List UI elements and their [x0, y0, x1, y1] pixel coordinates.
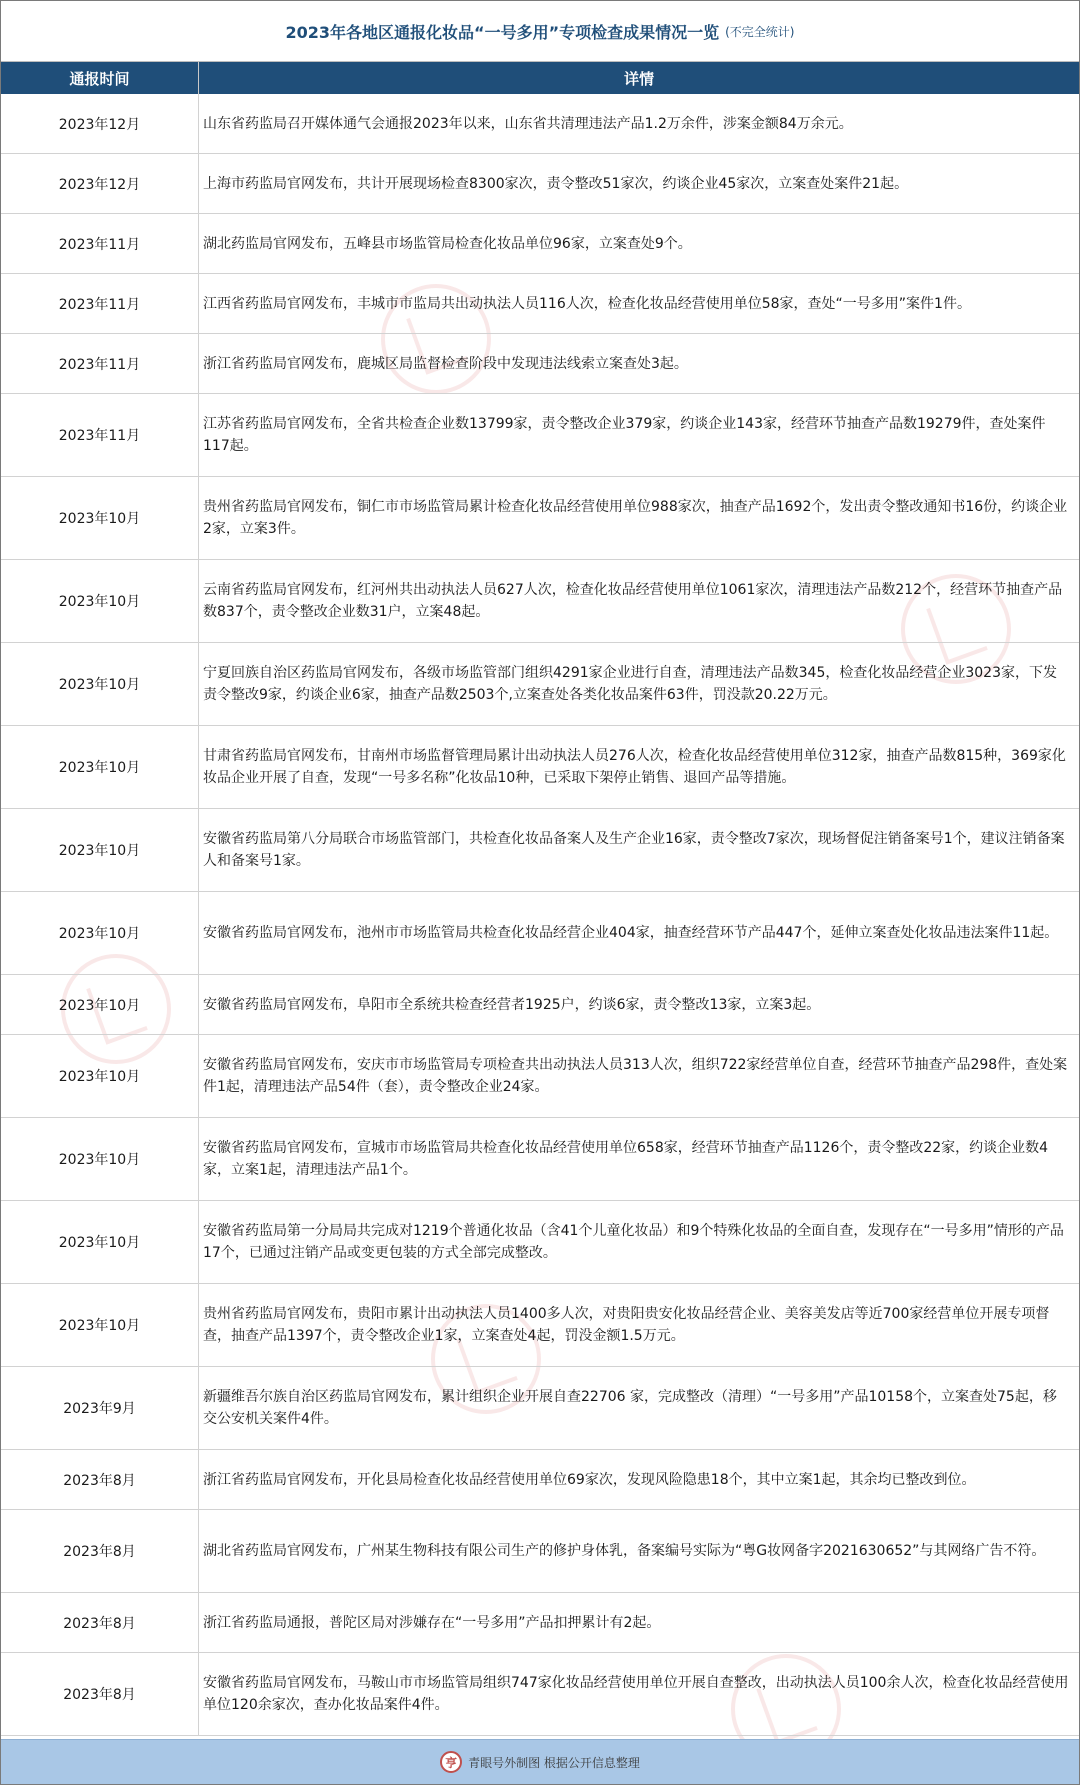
row-detail — [199, 214, 1079, 273]
row-detail — [199, 1593, 1079, 1652]
row-detail — [199, 1510, 1079, 1592]
table-row — [1, 94, 1079, 154]
table-row — [1, 1035, 1079, 1118]
row-detail — [199, 1367, 1079, 1449]
row-detail — [199, 1450, 1079, 1509]
row-detail-text: 上海市药监局官网发布，共计开展现场检查8300家次，责令整改51家次，约谈企业45家次，立案查处案件21起。 — [203, 175, 909, 192]
row-time: 2023年10月 — [1, 1201, 199, 1283]
row-detail — [199, 154, 1079, 213]
page-title — [1, 1, 1079, 62]
table-row — [1, 1118, 1079, 1201]
row-time: 2023年8月 — [1, 1450, 199, 1509]
row-time: 2023年12月 — [1, 154, 199, 213]
table-row — [1, 154, 1079, 214]
row-time: 2023年11月 — [1, 214, 199, 273]
row-detail-text: 浙江省药监局通报，普陀区局对涉嫌存在“一号多用”产品扣押累计有2起。 — [203, 1614, 661, 1631]
row-time: 2023年10月 — [1, 1035, 199, 1117]
row-detail-text: 浙江省药监局官网发布，鹿城区局监督检查阶段中发现违法线索立案查处3起。 — [203, 355, 688, 372]
row-detail-text: 安徽省药监局第一分局局共完成对1219个普通化妆品（含41个儿童化妆品）和9个特殊化妆品的全面自查，发现存在“一号多用”情形的产品17个，已通过注销产品或变更包装的方式全部完成整改。 — [203, 1223, 1064, 1261]
table-row — [1, 892, 1079, 975]
qingyan-logo-icon: 亨 — [440, 1751, 462, 1773]
row-detail — [199, 477, 1079, 559]
table-row — [1, 394, 1079, 477]
table-row — [1, 809, 1079, 892]
table-row — [1, 1201, 1079, 1284]
row-detail — [199, 975, 1079, 1034]
table-row — [1, 334, 1079, 394]
row-detail-text: 湖北省药监局官网发布，广州某生物科技有限公司生产的修护身体乳，备案编号实际为“粤G妆网备字2021630652”与其网络广告不符。 — [203, 1543, 1046, 1559]
row-detail — [199, 809, 1079, 891]
row-time: 2023年10月 — [1, 643, 199, 725]
row-detail — [199, 1035, 1079, 1117]
table-row — [1, 975, 1079, 1035]
row-time: 2023年10月 — [1, 975, 199, 1034]
title-main: 2023年各地区通报化妆品“一号多用”专项检查成果情况一览 — [285, 22, 720, 42]
row-detail — [199, 643, 1079, 725]
table-row — [1, 1593, 1079, 1653]
title-note: (不完全统计) — [725, 24, 795, 39]
row-time: 2023年11月 — [1, 274, 199, 333]
row-time: 2023年9月 — [1, 1367, 199, 1449]
row-detail-text: 新疆维吾尔族自治区药监局官网发布，累计组织企业开展自查22706 家，完成整改（清理）“一号多用”产品10158个，立案查处75起，移交公安机关案件4件。 — [203, 1389, 1057, 1427]
row-time: 2023年12月 — [1, 94, 199, 153]
row-detail-text: 湖北药监局官网发布，五峰县市场监管局检查化妆品单位96家，立案查处9个。 — [203, 235, 692, 252]
row-detail — [199, 274, 1079, 333]
header-time: 通报时间 — [1, 62, 199, 94]
row-detail — [199, 394, 1079, 476]
row-detail-text: 安徽省药监局官网发布，阜阳市全系统共检查经营者1925户，约谈6家，责令整改13家，立案3起。 — [203, 996, 821, 1013]
table-row — [1, 726, 1079, 809]
row-detail-text: 浙江省药监局官网发布，开化县局检查化妆品经营使用单位69家次，发现风险隐患18个，其中立案1起，其余均已整改到位。 — [203, 1471, 976, 1488]
table-row — [1, 643, 1079, 726]
table-row — [1, 560, 1079, 643]
row-detail-text: 宁夏回族自治区药监局官网发布，各级市场监管部门组织4291家企业进行自查，清理违法产品数345，检查化妆品经营企业3023家，下发责令整改9家，约谈企业6家，抽查产品数2503个,立案查处各类化妆品案件63件，罚没款20.22万元。 — [203, 665, 1057, 703]
row-time: 2023年10月 — [1, 1118, 199, 1200]
row-detail-text: 山东省药监局召开媒体通气会通报2023年以来，山东省共清理违法产品1.2万余件，涉案金额84万余元。 — [203, 115, 853, 132]
table-row — [1, 1450, 1079, 1510]
row-time: 2023年10月 — [1, 477, 199, 559]
table-row — [1, 1510, 1079, 1593]
table-row — [1, 1284, 1079, 1367]
footer-text: 青眼号外制图 根据公开信息整理 — [468, 1755, 640, 1770]
row-detail-text: 安徽省药监局官网发布，安庆市市场监管局专项检查共出动执法人员313人次，组织722家经营单位自查，经营环节抽查产品298件，查处案件1起，清理违法产品54件（套），责令整改企业24家。 — [203, 1057, 1068, 1095]
row-detail-text: 贵州省药监局官网发布，贵阳市累计出动执法人员1400多人次，对贵阳贵安化妆品经营企业、美容美发店等近700家经营单位开展专项督查，抽查产品1397个，责令整改企业1家，立案查处4起，罚没金额1.5万元。 — [203, 1306, 1050, 1344]
row-time: 2023年10月 — [1, 560, 199, 642]
table-header — [1, 62, 1079, 94]
row-detail-text: 江西省药监局官网发布，丰城市市监局共出动执法人员116人次，检查化妆品经营使用单位58家，查处“一号多用”案件1件。 — [203, 295, 971, 312]
row-detail-text: 安徽省药监局官网发布，池州市市场监管局共检查化妆品经营企业404家，抽查经营环节产品447个，延伸立案查处化妆品违法案件11起。 — [203, 925, 1059, 941]
row-detail-text: 云南省药监局官网发布，红河州共出动执法人员627人次，检查化妆品经营使用单位1061家次，清理违法产品数212个，经营环节抽查产品数837个，责令整改企业数31户，立案48起。 — [203, 582, 1063, 620]
row-time: 2023年11月 — [1, 334, 199, 393]
row-time: 2023年8月 — [1, 1510, 199, 1592]
table-body — [1, 94, 1079, 1736]
row-detail-text: 江苏省药监局官网发布，全省共检查企业数13799家，责令整改企业379家，约谈企业143家，经营环节抽查产品数19279件，查处案件117起。 — [203, 416, 1046, 454]
row-detail — [199, 94, 1079, 153]
row-detail-text: 安徽省药监局第八分局联合市场监管部门，共检查化妆品备案人及生产企业16家，责令整改7家次，现场督促注销备案号1个，建议注销备案人和备案号1家。 — [203, 831, 1065, 869]
row-time: 2023年10月 — [1, 809, 199, 891]
row-detail-text: 安徽省药监局官网发布，宣城市市场监管局共检查化妆品经营使用单位658家，经营环节抽查产品1126个，责令整改22家，约谈企业数4家，立案1起，清理违法产品1个。 — [203, 1140, 1049, 1178]
row-time: 2023年10月 — [1, 1284, 199, 1366]
row-time: 2023年11月 — [1, 394, 199, 476]
row-detail-text: 安徽省药监局官网发布，马鞍山市市场监管局组织747家化妆品经营使用单位开展自查整改，出动执法人员100余人次，检查化妆品经营使用单位120余家次，查办化妆品案件4件。 — [203, 1675, 1069, 1713]
row-detail — [199, 1201, 1079, 1283]
table-row — [1, 214, 1079, 274]
row-time: 2023年8月 — [1, 1653, 199, 1735]
footer — [1, 1739, 1079, 1784]
row-detail-text: 贵州省药监局官网发布，铜仁市市场监管局累计检查化妆品经营使用单位988家次，抽查产品1692个，发出责令整改通知书16份，约谈企业2家，立案3件。 — [203, 499, 1068, 537]
row-detail — [199, 892, 1079, 974]
row-detail — [199, 560, 1079, 642]
table-row — [1, 477, 1079, 560]
row-time: 2023年10月 — [1, 726, 199, 808]
row-detail — [199, 1284, 1079, 1366]
row-detail-text: 甘肃省药监局官网发布，甘南州市场监督管理局累计出动执法人员276人次，检查化妆品经营使用单位312家，抽查产品数815种，369家化妆品企业开展了自查，发现“一号多名称”化妆品10种，已采取下架停止销售、退回产品等措施。 — [203, 748, 1066, 786]
table-row — [1, 274, 1079, 334]
row-time: 2023年8月 — [1, 1593, 199, 1652]
table-row — [1, 1367, 1079, 1450]
header-detail: 详情 — [623, 69, 654, 88]
row-time: 2023年10月 — [1, 892, 199, 974]
row-detail — [199, 334, 1079, 393]
row-detail — [199, 726, 1079, 808]
row-detail — [199, 1653, 1079, 1735]
table-row — [1, 1653, 1079, 1736]
row-detail — [199, 1118, 1079, 1200]
